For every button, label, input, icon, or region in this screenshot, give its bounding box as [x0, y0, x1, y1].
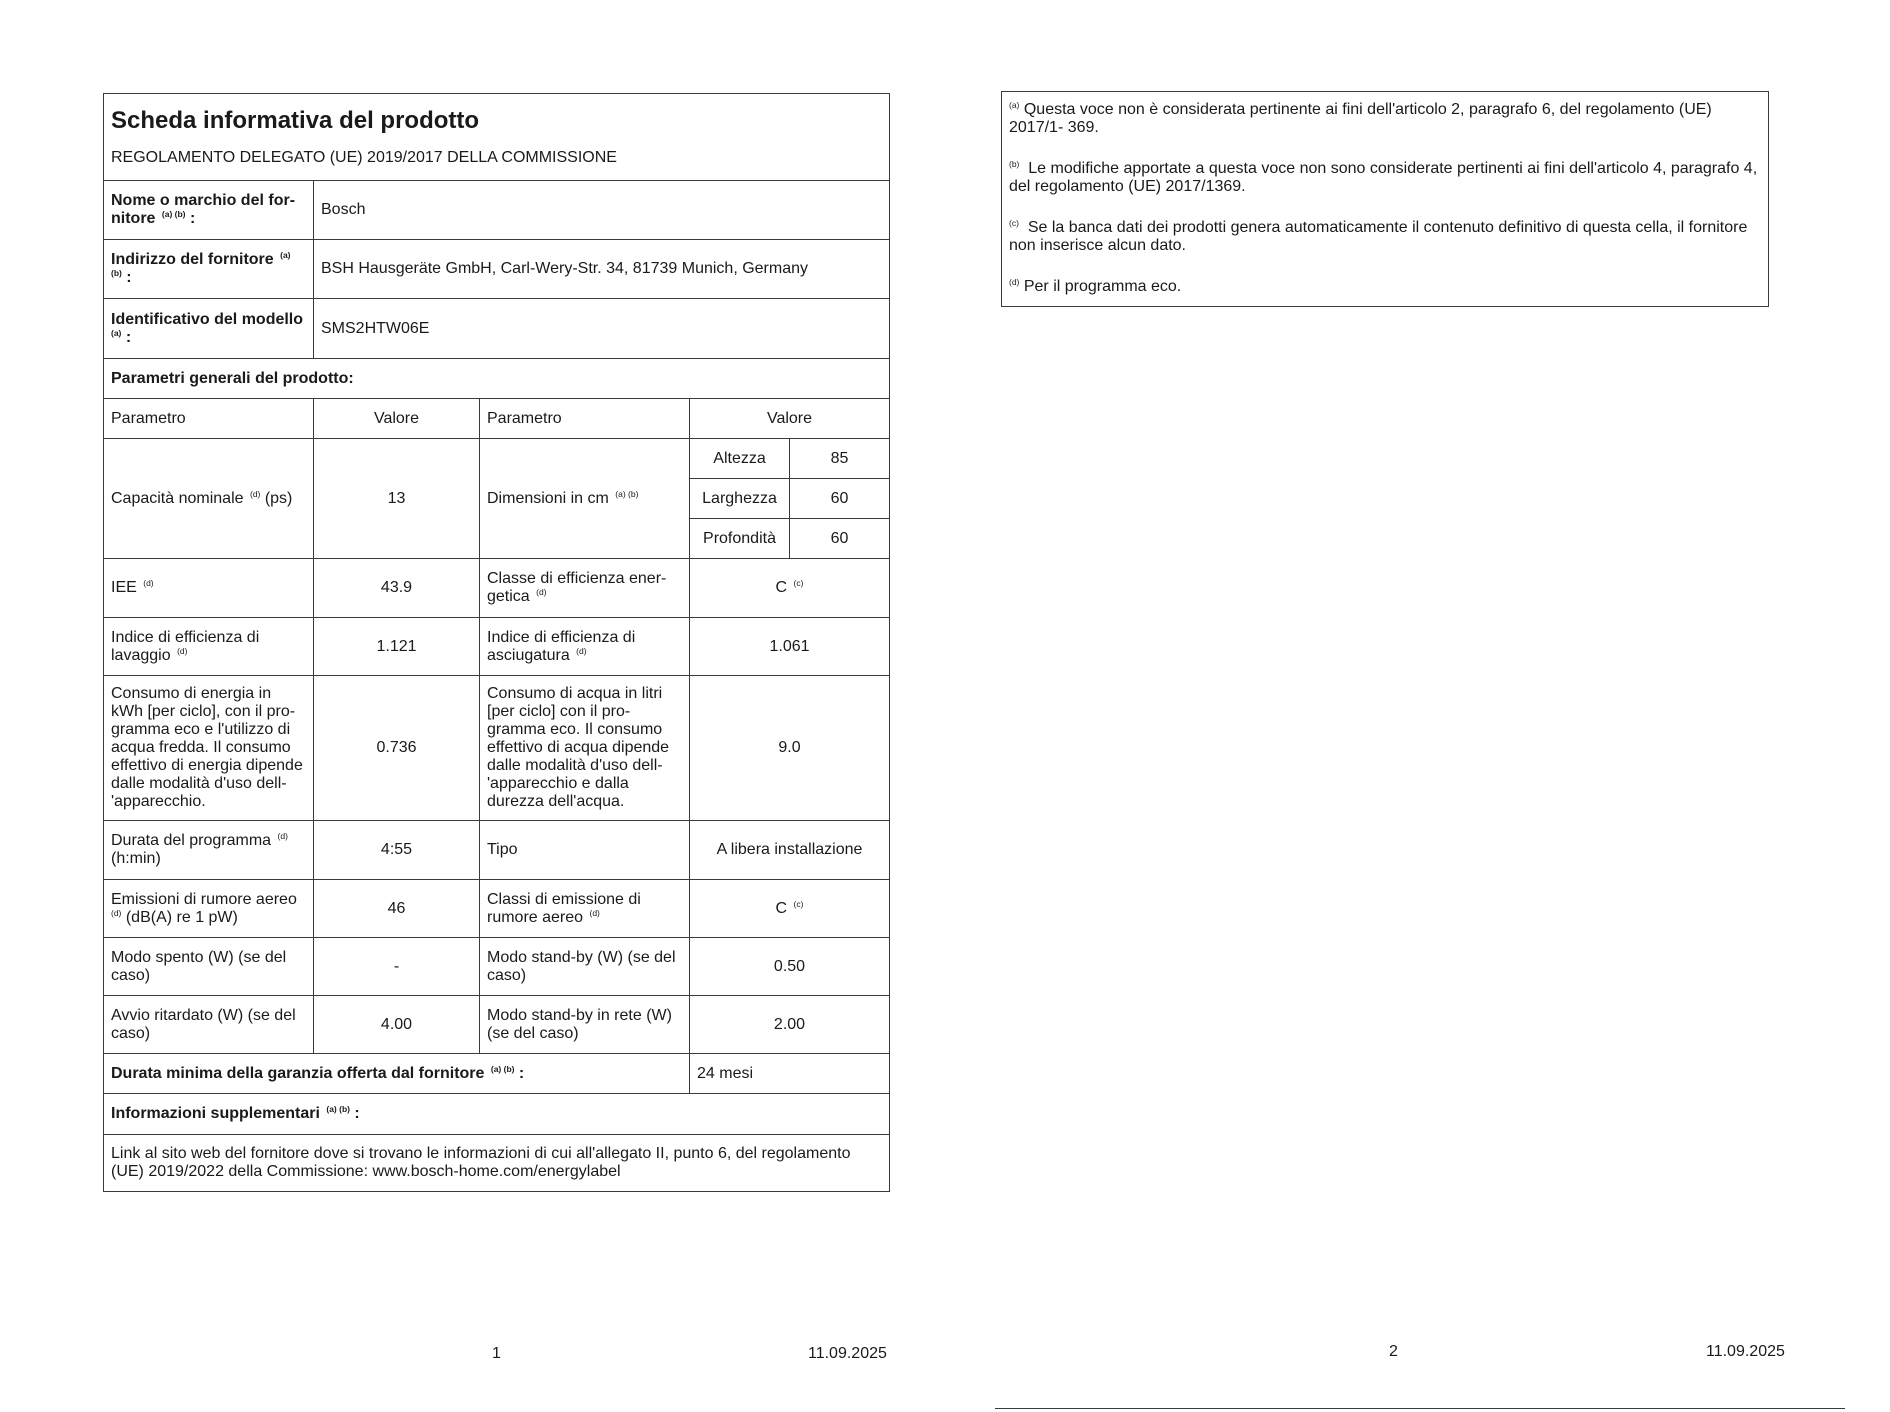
bottom-divider — [995, 1408, 1845, 1409]
page-number: 2 — [1389, 1343, 1398, 1360]
energy-consumption-label: Consumo di energia in kWh [per ciclo], con il pro- gramma eco e l'utilizzo di acqua fredda. Il consumo effettivo di energia dipende dalle modalità d'uso dell- 'apparecchio. — [104, 676, 314, 821]
noise-emission-value: 46 — [314, 880, 480, 938]
footnote-b: $^{(b)}$ Le modifiche apportate a questa voce non sono considerate pertinenti ai fini dell'articolo 4, paragrafo 4, del regolamento (UE) 2017/1369. — [1009, 159, 1758, 195]
dimensions-label: Dimensioni in cm $^{(a) (b)}$ — [480, 439, 690, 559]
water-consumption-label: Consumo di acqua in litri [per ciclo] con il pro- gramma eco. Il consumo effettivo di acqua dipende dalle modalità d'uso dell- 'apparecchio e dalla durezza dell'acqua. — [480, 676, 690, 821]
page-2 — [945, 0, 1890, 1412]
product-information-sheet — [103, 93, 890, 1192]
footnotes-box — [1001, 91, 1769, 307]
supplier-address-value: BSH Hausgeräte GmbH, Carl-Wery-Str. 34, 81739 Munich, Germany — [314, 240, 890, 299]
page-date: 11.09.2025 — [808, 1345, 887, 1362]
iee-label: IEE $^{(d)}$ — [104, 559, 314, 618]
width-value: 60 — [790, 479, 890, 519]
col-header-param-1: Parametro — [104, 399, 314, 439]
regulation-line: REGOLAMENTO DELEGATO (UE) 2019/2017 DELLA COMMISSIONE — [104, 141, 890, 181]
noise-emission-label: Emissioni di rumore aereo $^{(d)}$ (dB(A) re 1 pW) — [104, 880, 314, 938]
dry-efficiency-value: 1.061 — [690, 618, 890, 676]
type-label: Tipo — [480, 821, 690, 880]
standby-value: 0.50 — [690, 938, 890, 996]
height-label: Altezza — [690, 439, 790, 479]
footnote-c: $^{(c)}$ Se la banca dati dei prodotti genera automaticamente il contenuto definitivo di questa cella, il fornitore non inserisce alcun dato. — [1009, 218, 1748, 254]
noise-class-value: C $^{(c)}$ — [690, 880, 890, 938]
footnote-a: $^{(a)}$ Questa voce non è considerata pertinente ai fini dell'articolo 2, paragrafo 6, del regolamento (UE) 2017/1- 369. — [1009, 100, 1712, 136]
title-cell — [104, 94, 890, 141]
off-mode-value: - — [314, 938, 480, 996]
wash-efficiency-label: Indice di efficienza di lavaggio $^{(d)}$ — [104, 618, 314, 676]
supplier-name-value: Bosch — [314, 181, 890, 240]
delay-start-label: Avvio ritardato (W) (se del caso) — [104, 996, 314, 1054]
water-consumption-value: 9.0 — [690, 676, 890, 821]
off-mode-label: Modo spento (W) (se del caso) — [104, 938, 314, 996]
supplier-website-link-text: Link al sito web del fornitore dove si trovano le informazioni di cui all'allegato II, punto 6, del regolamento (UE) 2019/2022 della Commissione: www.bosch-home.com/energylabel — [104, 1135, 890, 1192]
program-duration-label: Durata del programma $^{(d)}$ (h:min) — [104, 821, 314, 880]
depth-value: 60 — [790, 519, 890, 559]
delay-start-value: 4.00 — [314, 996, 480, 1054]
supplier-name-label: Nome o marchio del for- nitore $^{(a) (b)}$ : — [104, 181, 314, 240]
capacity-value: 13 — [314, 439, 480, 559]
wash-efficiency-value: 1.121 — [314, 618, 480, 676]
col-header-value-1: Valore — [314, 399, 480, 439]
height-value: 85 — [790, 439, 890, 479]
iee-value: 43.9 — [314, 559, 480, 618]
standby-label: Modo stand-by (W) (se del caso) — [480, 938, 690, 996]
additional-info-label: Informazioni supplementari $^{(a) (b)}$ : — [104, 1094, 890, 1135]
col-header-value-2: Valore — [690, 399, 890, 439]
depth-label: Profondità — [690, 519, 790, 559]
warranty-label: Durata minima della garanzia offerta dal fornitore $^{(a) (b)}$ : — [104, 1054, 690, 1094]
warranty-value: 24 mesi — [690, 1054, 890, 1094]
model-identifier-label: Identificativo del modello $^{(a)}$ : — [104, 299, 314, 359]
noise-class-label: Classi di emissione di rumore aereo $^{(d)}$ — [480, 880, 690, 938]
energy-class-value: C $^{(c)}$ — [690, 559, 890, 618]
dry-efficiency-label: Indice di efficienza di asciugatura $^{(d)}$ — [480, 618, 690, 676]
page-number: 1 — [492, 1345, 501, 1362]
network-standby-label: Modo stand-by in rete (W) (se del caso) — [480, 996, 690, 1054]
capacity-label: Capacità nominale $^{(d)}$ (ps) — [104, 439, 314, 559]
model-identifier-value: SMS2HTW06E — [314, 299, 890, 359]
footnote-d: $^{(d)}$ Per il programma eco. — [1009, 277, 1182, 295]
page-title: Scheda informativa del prodotto — [111, 106, 480, 134]
network-standby-value: 2.00 — [690, 996, 890, 1054]
type-value: A libera installazione — [690, 821, 890, 880]
width-label: Larghezza — [690, 479, 790, 519]
program-duration-value: 4:55 — [314, 821, 480, 880]
general-params-heading: Parametri generali del prodotto: — [104, 359, 890, 399]
energy-class-label: Classe di efficienza ener- getica $^{(d)}$ — [480, 559, 690, 618]
supplier-address-label: Indirizzo del fornitore $^{(a)}$ $^{(b)}$ : — [104, 240, 314, 299]
col-header-param-2: Parametro — [480, 399, 690, 439]
page-date: 11.09.2025 — [1706, 1343, 1785, 1360]
energy-consumption-value: 0.736 — [314, 676, 480, 821]
